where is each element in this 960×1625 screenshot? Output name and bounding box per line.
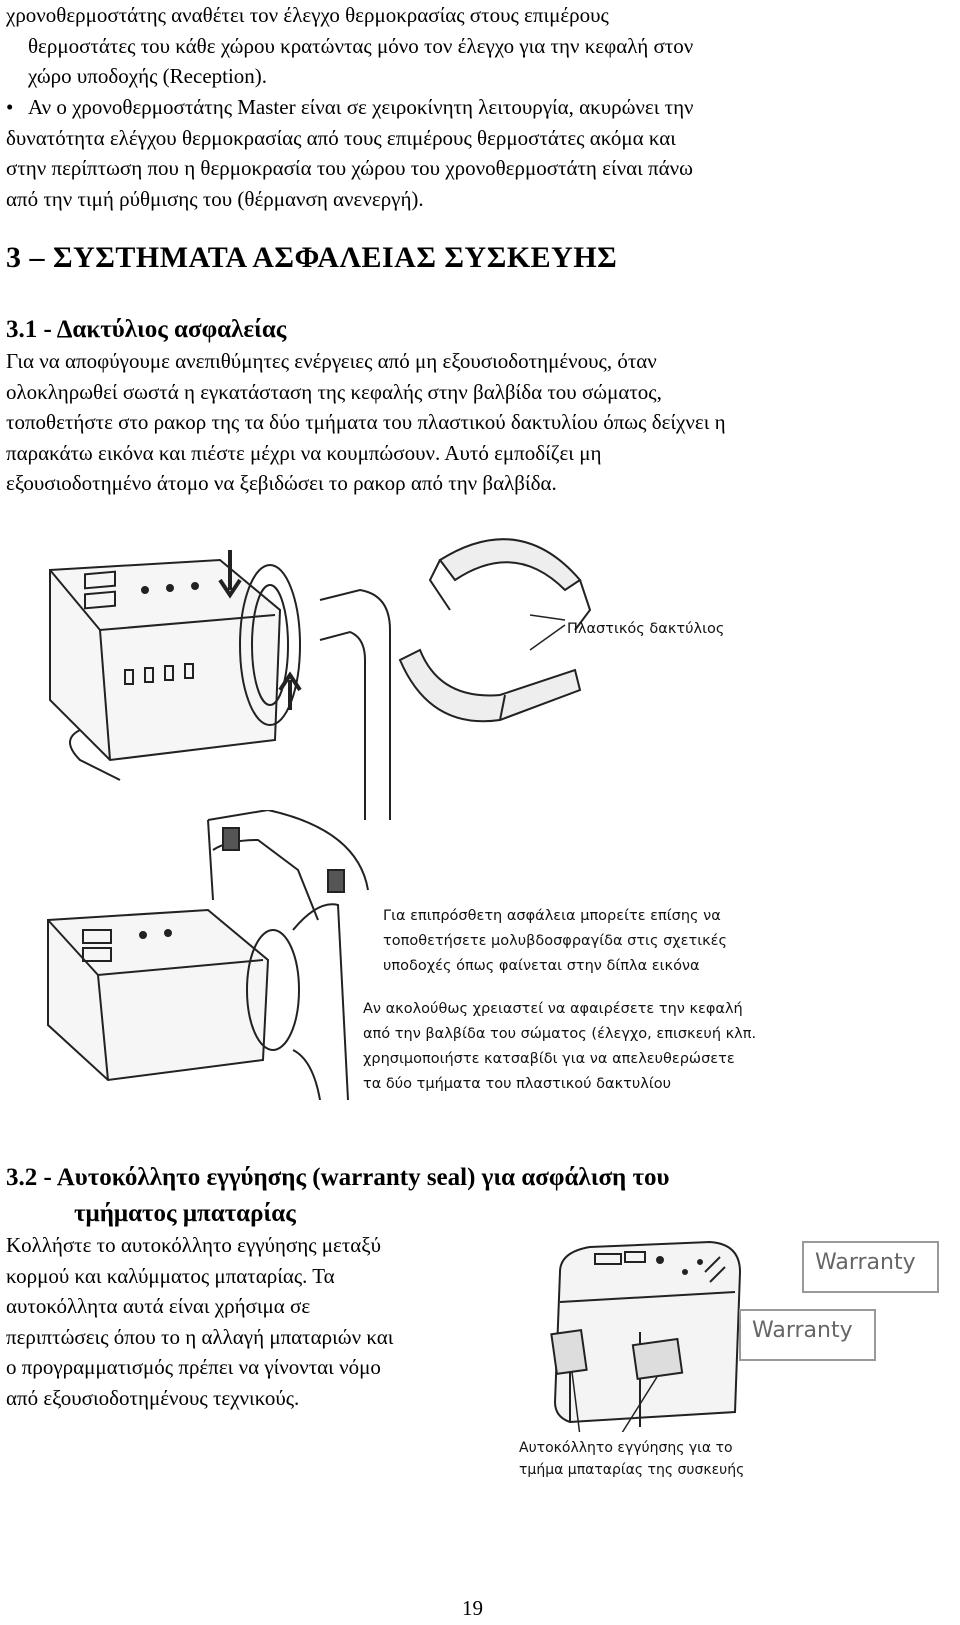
intro-paragraph	[6, 0, 954, 92]
text-line: παρακάτω εικόνα και πιέστε μέχρι να κουμπώσουν. Αυτό εμποδίζει μη	[6, 440, 602, 465]
bullet-line: από την τιμή ρύθμισης του (θέρμανση ανενεργή).	[6, 186, 424, 211]
text-line: Κολλήστε το αυτοκόλλητο εγγύησης μεταξύ	[6, 1233, 382, 1257]
figure-1-label: Πλαστικός δακτύλιος	[567, 621, 725, 637]
caption-line: τα δύο τμήματα του πλαστικού δακτυλίου	[363, 1076, 672, 1092]
caption-line: Για επιπρόσθετη ασφάλεια μπορείτε επίσης να	[383, 908, 721, 924]
figure-seal-and-removal	[38, 810, 378, 1100]
section-3-heading: 3 – ΣΥΣΤΗΜΑΤΑ ΑΣΦΑΛΕΙΑΣ ΣΥΣΚΕΥΗΣ	[6, 241, 618, 274]
section-3-2-heading-line: 3.2 - Αυτοκόλλητο εγγύησης (warranty seal) για ασφάλιση του	[6, 1164, 670, 1191]
section-3-2-paragraph	[6, 1230, 506, 1413]
caption-line: από την βαλβίδα του σώματος (έλεγχο, επισκευή κλπ.	[363, 1026, 757, 1042]
caption-line: τοποθετήσετε μολυβδοσφραγίδα στις σχετικές	[383, 933, 728, 949]
text-line: περιπτώσεις όπου το η αλλαγή μπαταριών και	[6, 1324, 394, 1349]
caption-line: τμήμα μπαταρίας της συσκευής	[519, 1462, 745, 1478]
figure-2-caption-removal	[363, 997, 756, 1097]
caption-line: χρησιμοποιήστε κατσαβίδι για να απελευθερώσετε	[363, 1051, 735, 1067]
bullet-line: στην περίπτωση που η θερμοκρασία του χώρου του χρονοθερμοστάτη είναι πάνω	[6, 156, 693, 180]
bullet-symbol: •	[6, 95, 14, 119]
section-3-1-heading: 3.1 - Δακτύλιος ασφαλείας	[6, 316, 287, 343]
text-line: κορμού και καλύμματος μπαταρίας. Τα	[6, 1263, 335, 1288]
caption-line: Αυτοκόλλητο εγγύησης για το	[519, 1440, 733, 1456]
intro-line: χρονοθερμοστάτης αναθέτει τον έλεγχο θερμοκρασίας στους επιμέρους	[6, 3, 609, 27]
text-line: ολοκληρωθεί σωστά η εγκατάσταση της κεφαλής στην βαλβίδα του σώματος,	[6, 379, 662, 404]
figure-2-caption-seal	[383, 904, 727, 979]
intro-line: θερμοστάτες του κάθε χώρου κρατώντας μόνο τον έλεγχο για την κεφαλή στον	[28, 33, 694, 58]
caption-line: Αν ακολούθως χρειαστεί να αφαιρέσετε την κεφαλή	[363, 1001, 743, 1017]
figure-ring-installation	[20, 520, 940, 820]
figure-3-caption	[519, 1437, 744, 1481]
text-line: εξουσιοδοτημένο άτομο να ξεβιδώσει το ρακορ από την βαλβίδα.	[6, 471, 557, 495]
text-line: Για να αποφύγουμε ανεπιθύμητες ενέργειες από μη εξουσιοδοτημένους, όταν	[6, 349, 657, 373]
bullet-paragraph	[6, 92, 954, 214]
warranty-label-1: Warranty	[815, 1250, 916, 1275]
text-line: από εξουσιοδοτημένους τεχνικούς.	[6, 1385, 300, 1410]
section-3-2-heading-line: τμήματος μπαταρίας	[74, 1200, 296, 1227]
section-3-1-paragraph	[6, 346, 954, 499]
text-line: αυτοκόλλητα αυτά είναι χρήσιμα σε	[6, 1294, 311, 1318]
text-line: τοποθετήστε στο ρακορ της τα δύο τμήματα του πλαστικού δακτυλίου όπως δείχνει η	[6, 410, 726, 434]
bullet-line: Αν ο χρονοθερμοστάτης Master είναι σε χειροκίνητη λειτουργία, ακυρώνει την	[28, 95, 694, 119]
text-line: ο προγραμματισμός πρέπει να γίνονται νόμο	[6, 1355, 381, 1379]
warranty-label-2: Warranty	[752, 1318, 853, 1343]
section-3-2-heading	[6, 1160, 670, 1232]
page-number: 19	[462, 1596, 483, 1620]
intro-line: χώρο υποδοχής (Reception).	[28, 64, 268, 88]
bullet-line: δυνατότητα ελέγχου θερμοκρασίας από τους επιμέρους θερμοστάτες ακόμα και	[6, 125, 676, 150]
caption-line: υποδοχές όπως φαίνεται στην δίπλα εικόνα	[383, 958, 700, 974]
